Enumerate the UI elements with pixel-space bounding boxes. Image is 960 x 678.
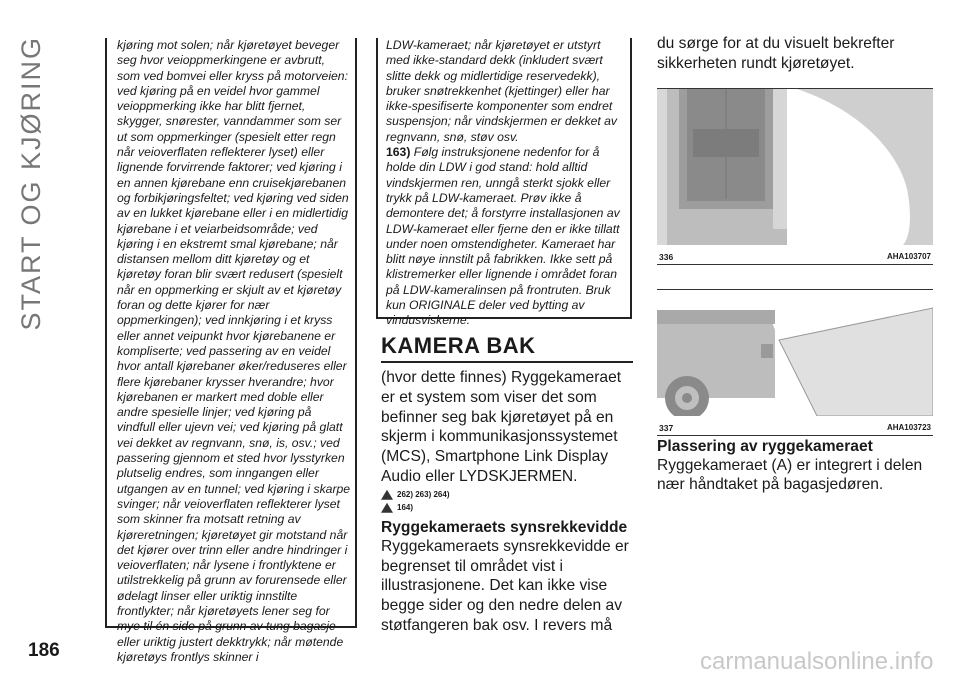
intro-paragraph: (hvor dette finnes) Ryggekameraet er et system som viser det som befinner seg bak kjøretøyet på en skjerm i kommunikasjonssystemet (MCS), Smartphone Link Display Audio eller LYDSKJERMEN.: [381, 369, 622, 485]
figure-336-caption: [657, 250, 933, 265]
column-2-body: [381, 368, 633, 636]
figure-337-caption: [657, 421, 933, 436]
column-1-warning-box: [105, 38, 357, 664]
column-3: [657, 34, 933, 495]
column-2-warning-box: [376, 38, 632, 328]
col1-paragraph: kjøring mot solen; når kjøretøyet beveger seg hvor veioppmerkingene er avbrutt, som ved bomvei eller kryss på motorveien: ved kjøring på en veidel hvor gammel veioppmerking ikke har blitt fjernet, skygger, snørester, vanndammer som ser ut som oppmerkinger (spesielt etter regn når veioverflaten reflekterer lyset) eller lignende forvirrende faktorer; ved kjøring i en annen kjørebane enn cruisekjørebanen og forbikjøringsfeltet; ved kjøring ved siden av en lukket kjørebane eller i en midlertidig kjørebane i et veiarbeidsområde; ved kjøring i en ekstremt smal kjørebane; når distansen mellom ditt kjøretøy og et kjøretøy foran blir svært redusert (spesielt når en oppmerking er skjult av et kjøretøy foran og dette kjører for nær oppmerkingen); ved innkjøring i et kryss eller annet veipunkt hvor kjørebanene er kompliserte; ved passering av en veidel hvor antall kjørebaner øker/reduseres eller flere kjørebaner krysser hverandre; hvor kjørebanen er markert med doble eller andre spesielle linjer; ved kjøring på vindfull eller ujevn vei; ved kjøring på glatt vei dekket av regnvann, snø, is, osv.; ved passering gjennom et sted hvor lysstyrken plutselig endres, som inngangen eller utgangen av en tunnel; ved kjøring i skarpe svinger; når veioverflaten reflekterer lyset som skinner fra motsatt retning av kjøreretningen; kjøretøyet gir motstand når det kjører over trinn eller andre hindringer i veioverflaten; når lysene i frontlyktene er utilstrekkelig på grunn av forurensede eller ødelagt linser eller uriktig innstilte frontlykter; når kjøretøyets lener seg for mye til én side på grunn av tung bagasje eller uriktig justert dekktrykk; når møtende kjøretøys frontlys skinner i: [117, 38, 351, 664]
figure-337-illustration: [657, 290, 933, 416]
subheading-range: Ryggekameraets synsrekkevidde: [381, 518, 628, 536]
box-paragraph-1: LDW-kameraet; når kjøretøyet er utstyrt med ikke-standard dekk (inkludert svært slitte dekk og midlertidige reservedekk), bruker snøtrekkenhet (kjettinger) eller har ikke-spesifiserte komponenter som endret suspensjon; når vindskjermen er dekket av regnvann, snø, støv osv.: [386, 38, 618, 144]
warning-refs-1-text: 262) 263) 264): [397, 490, 450, 500]
warning-refs-2: [381, 503, 633, 513]
subheading-location: Plassering av ryggekameraet: [657, 437, 873, 455]
location-paragraph: Ryggekameraet (A) er integrert i delen nær håndtaket på bagasjedøren.: [657, 456, 923, 494]
warning-refs-2-text: 164): [397, 503, 414, 513]
col3-paragraph: du sørge for at du visuelt bekrefter sikkerheten rundt kjøretøyet.: [657, 35, 895, 72]
chapter-side-title: [8, 36, 54, 396]
figure-337-number: 337: [659, 422, 674, 433]
figure-336: [657, 88, 933, 265]
chapter-title-text: START OG KJØRING: [15, 36, 46, 331]
figure-336-code: AHA103707: [886, 251, 931, 261]
figure-337: [657, 289, 933, 436]
watermark-text: carmanualsonline.info: [700, 648, 934, 675]
box-paragraph-2-text: Følg instruksjonene nedenfor for å holde din LDW i god stand: hold alltid vindskjermen ren, unngå sterkt sjokk eller trykk på LDW-kameraet. Prøv ikke å demontere det; å forstyrre installasjonen av LDW-kameraet eller fjerne den er ikke tillatt under noen omstendigheter. Kameraet har blitt nøye innstilt på fabrikken. Ikke sett på klistremerker eller lignende i området foran på LDW-kameralinsen på frontruten. Bruk kun ORIGINALE deler ved bytting av vindusviskerne.: [386, 145, 620, 328]
warning-triangle-icon: [381, 490, 393, 500]
figure-337-code: AHA103723: [886, 422, 931, 432]
box-paragraph-2: [386, 145, 626, 329]
page-number: 186: [28, 640, 60, 661]
warning-refs-1: [381, 490, 633, 500]
range-paragraph: Ryggekameraets synsrekkevidde er begrenset til området vist i illustrasjonene. Det kan ikke vise begge sider og den nedre delen av støtfangeren bak osv. I revers må: [381, 537, 629, 634]
warning-triangle-icon: [381, 503, 393, 513]
note-number: 163): [386, 145, 411, 160]
figure-336-illustration: [657, 89, 933, 245]
figure-336-number: 336: [659, 251, 674, 262]
section-heading: KAMERA BAK: [381, 333, 633, 363]
